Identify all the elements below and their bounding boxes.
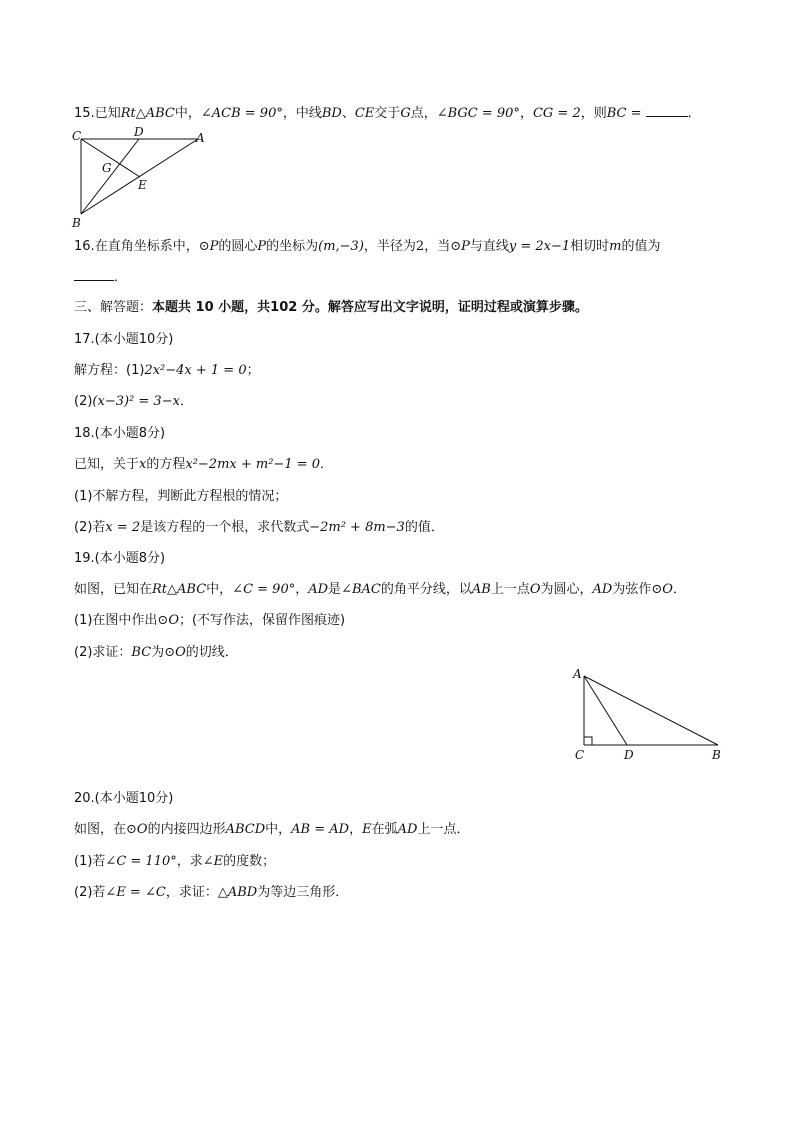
q19-seg-ab (584, 676, 718, 745)
q16-stem: 16.在直角坐标系中，⊙P的圆心P的坐标为(m,−3)，半径为2，当⊙P与直线y = 2x−1相切时m的值为 (74, 239, 661, 254)
section3-heading: 三、解答题：本题共 10 小题，共102 分。解答应写出文字说明，证明过程或演算步骤。 (74, 300, 588, 315)
q20-stem: 如图，在⊙O的内接四边形ABCD中，AB = AD，E在弧AD上一点． (74, 822, 470, 837)
q16-answer-line: ． (74, 268, 127, 287)
q19-part2: (2)求证：BC为⊙O的切线． (74, 645, 238, 660)
q18-stem: 已知，关于x的方程x²−2mx + m²−1 = 0． (74, 457, 334, 472)
q15-answer-blank[interactable] (646, 104, 688, 117)
q15-label-b: B (72, 216, 81, 230)
q15-label-a: A (196, 131, 205, 145)
q15-label-c: C (72, 129, 82, 143)
q19-label-d: D (624, 748, 634, 762)
q15-seg-bd (81, 139, 139, 214)
q19-seg-ad (584, 676, 627, 745)
q19-label-c: C (575, 748, 585, 762)
q15-label-d: D (134, 125, 144, 139)
q18-part2: (2)若x = 2是该方程的一个根，求代数式−2m² + 8m−3的值． (74, 520, 444, 535)
q20-header: 20.(本小题10分) (74, 791, 174, 806)
q17-part1: 解方程：(1)2x²−4x + 1 = 0； (74, 363, 260, 378)
q16-answer-blank[interactable] (74, 268, 114, 281)
q15-label-e: E (138, 178, 147, 192)
q18-header: 18.(本小题8分) (74, 426, 166, 441)
q19-right-angle-mark (584, 737, 592, 745)
q20-part2: (2)若∠E = ∠C，求证：△ABD为等边三角形． (74, 885, 349, 900)
q19-stem: 如图，已知在Rt△ABC中，∠C = 90°，AD是∠BAC的角平分线，以AB上一点O为圆心，AD为弦作⊙O． (74, 582, 686, 597)
q15-figure (70, 124, 210, 230)
q20-part1: (1)若∠C = 110°，求∠E的度数； (74, 854, 276, 869)
q19-label-a: A (573, 667, 582, 681)
q15-stem: 15.已知Rt△ABC中，∠ACB = 90°，中线BD、CE交于G点，∠BGC = 90°，CG = 2，则BC = ． (74, 106, 701, 121)
q19-part1: (1)在图中作出⊙O；(不写作法，保留作图痕迹) (74, 613, 346, 628)
q19-header: 19.(本小题8分) (74, 551, 166, 566)
q17-part2: (2)(x−3)² = 3−x． (74, 394, 193, 409)
q19-label-b: B (712, 748, 721, 762)
q18-part1: (1)不解方程，判断此方程根的情况； (74, 489, 288, 504)
q17-header: 17.(本小题10分) (74, 332, 174, 347)
q15-label-g: G (102, 161, 112, 175)
q19-figure (568, 664, 738, 764)
